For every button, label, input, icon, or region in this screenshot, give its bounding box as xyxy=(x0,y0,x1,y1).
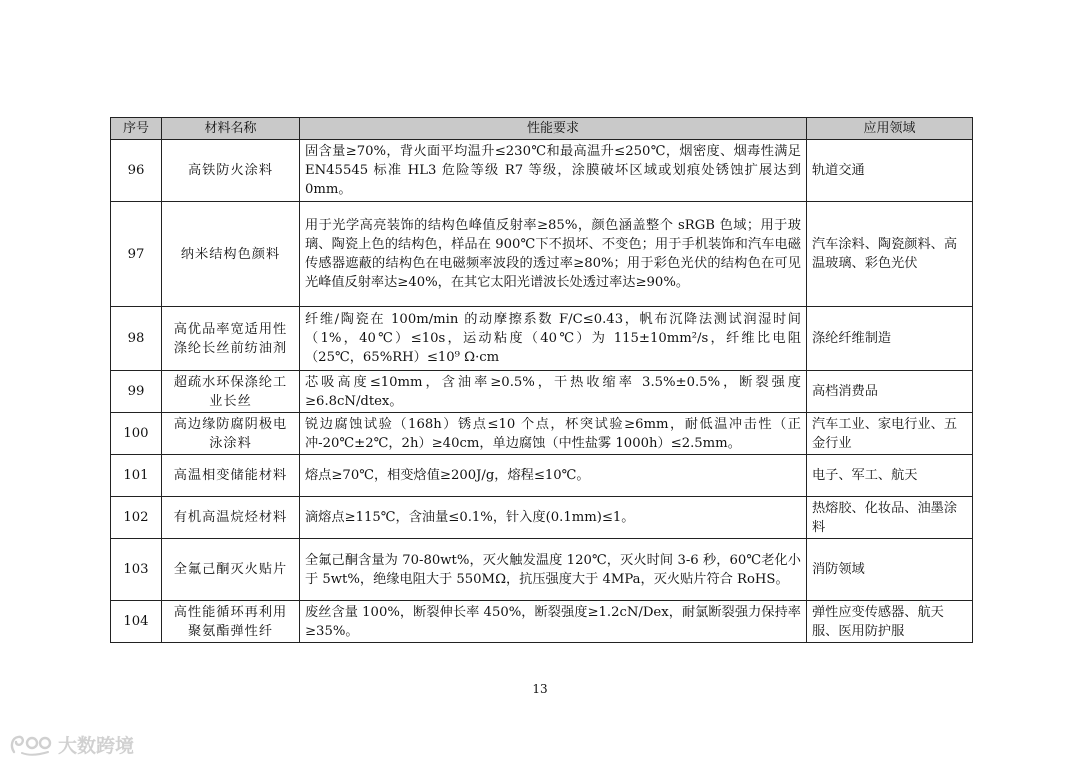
application-field: 消防领域 xyxy=(807,539,973,601)
application-field: 弹性应变传感器、航天服、医用防护服 xyxy=(807,601,973,643)
row-number: 97 xyxy=(111,202,162,307)
material-name: 纳米结构色颜料 xyxy=(162,202,300,307)
application-field: 汽车涂料、陶瓷颜料、高温玻璃、彩色光伏 xyxy=(807,202,973,307)
material-name: 高性能循环再利用聚氨酯弹性纤 xyxy=(162,601,300,643)
performance-requirement: 废丝含量 100%，断裂伸长率 450%，断裂强度≥1.2cN/Dex，耐氯断裂强力保持率≥35%。 xyxy=(300,601,807,643)
performance-requirement: 用于光学高亮装饰的结构色峰值反射率≥85%，颜色涵盖整个 sRGB 色域；用于玻璃、陶瓷上色的结构色，样品在 900℃下不损坏、不变色；用于手机装饰和汽车电磁传感器遮蔽的结构色在电磁频率波段的透过率≥80%；用于彩色光伏的结构色在可见光峰值反射率达≥40%，在其它太阳光谱波长处透过率达≥90%。 xyxy=(300,202,807,307)
page-number: 13 xyxy=(532,682,548,696)
table-header-row xyxy=(111,118,973,140)
application-field: 涤纶纤维制造 xyxy=(807,307,973,371)
row-number: 99 xyxy=(111,371,162,413)
performance-requirement: 滴熔点≥115℃，含油量≤0.1%，针入度(0.1mm)≤1。 xyxy=(300,497,807,539)
table-row xyxy=(111,202,973,307)
watermark xyxy=(8,731,134,758)
table-row xyxy=(111,371,973,413)
material-name: 有机高温烷烃材料 xyxy=(162,497,300,539)
material-name: 超疏水环保涤纶工业长丝 xyxy=(162,371,300,413)
application-field: 高档消费品 xyxy=(807,371,973,413)
table-row xyxy=(111,601,973,643)
table-row xyxy=(111,455,973,497)
performance-requirement: 熔点≥70℃，相变焓值≥200J/g，熔程≤10℃。 xyxy=(300,455,807,497)
material-name: 高优品率宽适用性涤纶长丝前纺油剂 xyxy=(162,307,300,371)
header-requirement: 性能要求 xyxy=(300,118,807,140)
row-number: 100 xyxy=(111,413,162,455)
brand-logo-icon xyxy=(8,732,54,758)
table-row xyxy=(111,413,973,455)
watermark-text: 大数跨境 xyxy=(58,735,135,757)
performance-requirement: 锐边腐蚀试验（168h）锈点≤10 个点，杯突试验≥6mm，耐低温冲击性（正冲-20℃±2℃，2h）≥40cm，单边腐蚀（中性盐雾 1000h）≤2.5mm。 xyxy=(300,413,807,455)
material-name: 高铁防火涂料 xyxy=(162,140,300,202)
row-number: 101 xyxy=(111,455,162,497)
row-number: 96 xyxy=(111,140,162,202)
table-row xyxy=(111,539,973,601)
row-number: 102 xyxy=(111,497,162,539)
material-name: 高温相变储能材料 xyxy=(162,455,300,497)
performance-requirement: 固含量≥70%，背火面平均温升≤230℃和最高温升≤250℃，烟密度、烟毒性满足 EN45545 标准 HL3 危险等级 R7 等级，涂膜破坏区域或划痕处锈蚀扩展达到 0mm。 xyxy=(300,140,807,202)
header-name: 材料名称 xyxy=(162,118,300,140)
performance-requirement: 纤维/陶瓷在 100m/min 的动摩擦系数 F/C≤0.43，帆布沉降法测试润湿时间（1%，40℃）≤10s，运动粘度（40℃）为 115±10mm²/s，纤维比电阻（25℃，65%RH）≤10⁹ Ω·cm xyxy=(300,307,807,371)
application-field: 汽车工业、家电行业、五金行业 xyxy=(807,413,973,455)
row-number: 103 xyxy=(111,539,162,601)
material-name: 高边缘防腐阴极电泳涂料 xyxy=(162,413,300,455)
performance-requirement: 芯吸高度≤10mm，含油率≥0.5%，干热收缩率 3.5%±0.5%，断裂强度≥6.8cN/dtex。 xyxy=(300,371,807,413)
performance-requirement: 全氟己酮含量为 70-80wt%，灭火触发温度 120℃，灭火时间 3-6 秒，60℃老化小于 5wt%，绝缘电阻大于 550MΩ，抗压强度大于 4MPa，灭火贴片符合 RoHS。 xyxy=(300,539,807,601)
header-application: 应用领域 xyxy=(807,118,973,140)
table-row xyxy=(111,497,973,539)
material-name: 全氟己酮灭火贴片 xyxy=(162,539,300,601)
application-field: 电子、军工、航天 xyxy=(807,455,973,497)
application-field: 热熔胶、化妆品、油墨涂料 xyxy=(807,497,973,539)
header-no: 序号 xyxy=(111,118,162,140)
table-row xyxy=(111,140,973,202)
row-number: 98 xyxy=(111,307,162,371)
application-field: 轨道交通 xyxy=(807,140,973,202)
materials-table xyxy=(110,117,973,643)
row-number: 104 xyxy=(111,601,162,643)
table-row xyxy=(111,307,973,371)
